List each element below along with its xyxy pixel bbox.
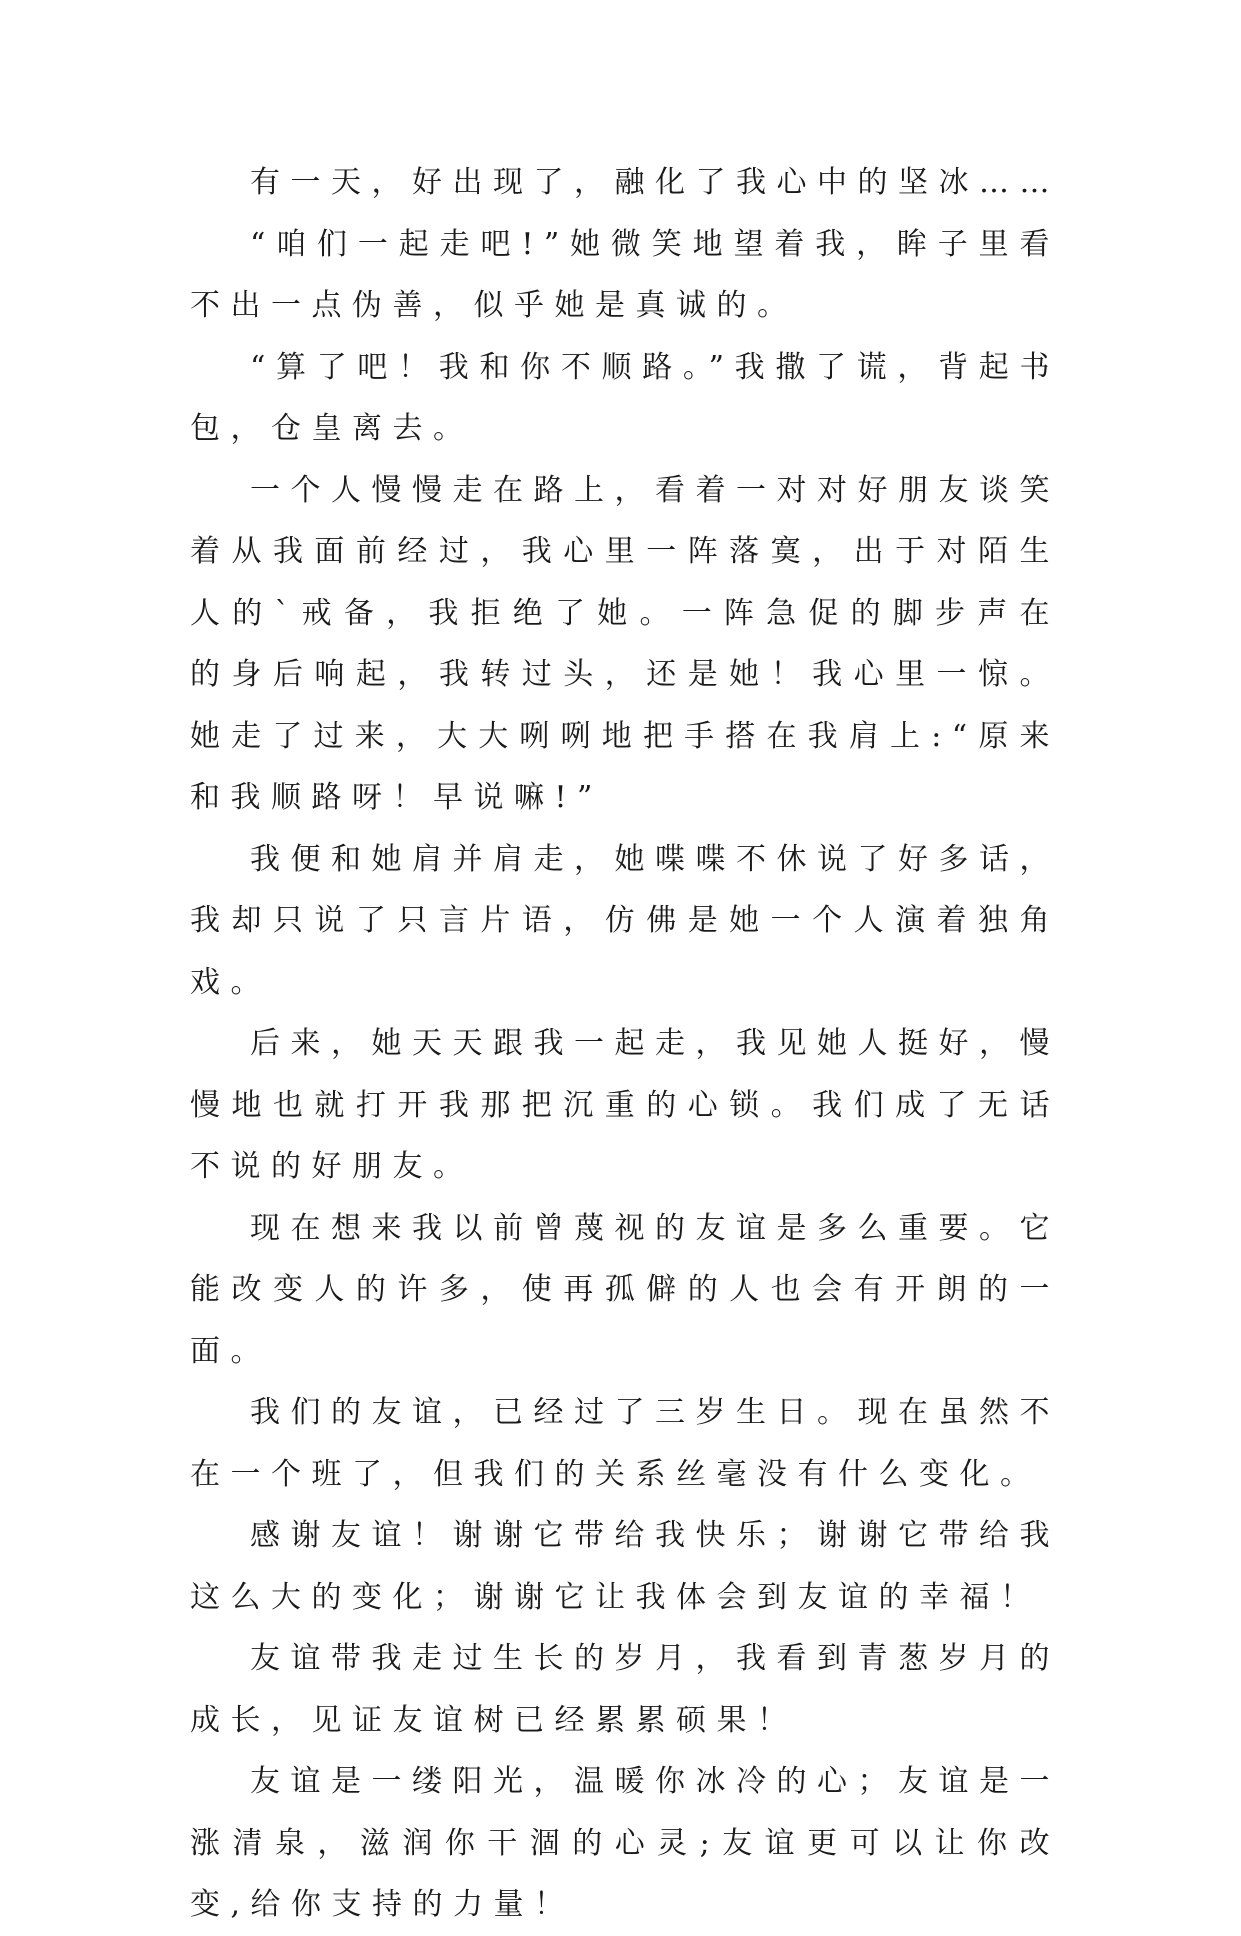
paragraph-4: 一个人慢慢走在路上，看着一对对好朋友谈笑着从我面前经过，我心里一阵落寞，出于对陌生人的`戒备，我拒绝了她。一阵急促的脚步声在的身后响起，我转过头，还是她！我心里一惊。她走了过来，大大咧咧地把手搭在我肩上:“原来和我顺路呀！早说嘛!” [190, 472, 1060, 815]
paragraph-9: 感谢友谊！谢谢它带给我快乐；谢谢它带给我这么大的变化；谢谢它让我体会到友谊的幸福！ [190, 1518, 1060, 1615]
paragraph-8: 我们的友谊，已经过了三岁生日。现在虽然不在一个班了，但我们的关系丝毫没有什么变化。 [190, 1395, 1060, 1492]
document-body [190, 152, 1060, 1936]
paragraph-6: 后来，她天天跟我一起走，我见她人挺好，慢慢地也就打开我那把沉重的心锁。我们成了无话不说的好朋友。 [190, 1026, 1060, 1184]
paragraph-3: “算了吧！我和你不顺路。”我撒了谎，背起书包，仓皇离去。 [190, 349, 1060, 446]
paragraph-11: 友谊是一缕阳光，温暖你冰冷的心；友谊是一涨清泉，滋润你干涸的心灵;友谊更可以让你改变,给你支持的力量！ [190, 1764, 1060, 1922]
paragraph-1: 有一天，好出现了，融化了我心中的坚冰…… [250, 165, 1060, 200]
paragraph-2: “咱们一起走吧!”她微笑地望着我，眸子里看不出一点伪善，似乎她是真诚的。 [190, 226, 1060, 323]
paragraph-10: 友谊带我走过生长的岁月，我看到青葱岁月的成长，见证友谊树已经累累硕果！ [190, 1641, 1060, 1738]
paragraph-5: 我便和她肩并肩走，她喋喋不休说了好多话，我却只说了只言片语，仿佛是她一个人演着独角戏。 [190, 841, 1060, 1000]
paragraph-7: 现在想来我以前曾蔑视的友谊是多么重要。它能改变人的许多，使再孤僻的人也会有开朗的一面。 [190, 1210, 1060, 1369]
